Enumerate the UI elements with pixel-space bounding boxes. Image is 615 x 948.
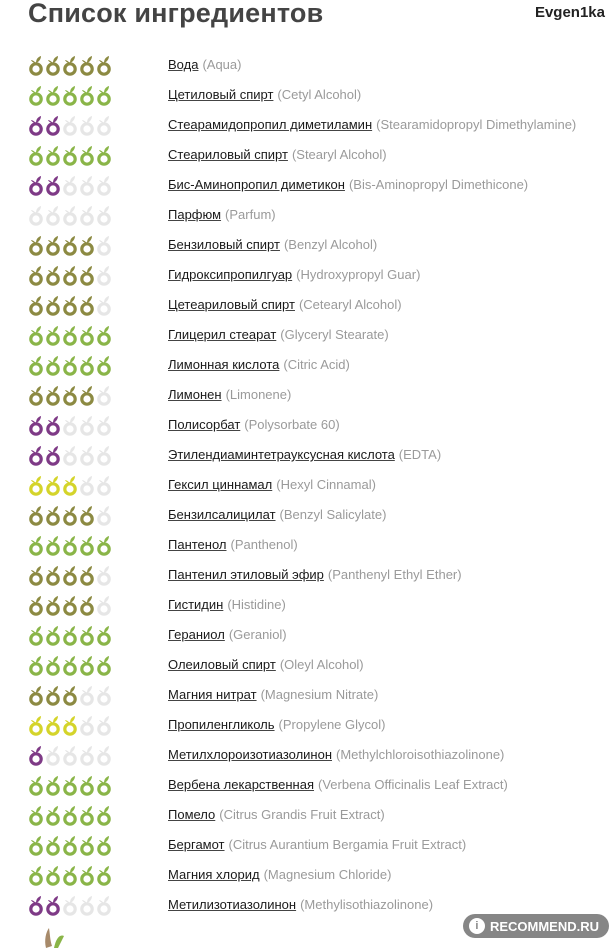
rating-icons — [28, 895, 118, 917]
rating-drop-filled-icon — [48, 386, 58, 404]
rating-icons — [28, 145, 118, 167]
ingredient-text — [168, 597, 286, 612]
rating-drop-filled-icon — [48, 416, 58, 434]
ingredient-latin-name: (Panthenyl Ethyl Ether) — [327, 567, 462, 582]
ingredient-latin-name: (Benzyl Salicylate) — [279, 507, 387, 522]
rating-drop-filled-icon — [65, 56, 75, 74]
rating-drop-filled-icon — [65, 536, 75, 554]
list-item — [0, 411, 615, 441]
list-item — [0, 471, 615, 501]
rating-drop-filled-icon — [31, 356, 41, 374]
ingredient-link[interactable]: Вода — [168, 57, 199, 72]
rating-drop-filled-icon — [48, 716, 58, 734]
rating-drop-empty-icon — [82, 716, 92, 734]
ingredient-latin-name: (Cetyl Alcohol) — [277, 87, 362, 102]
ingredient-text — [168, 837, 466, 852]
ingredient-text — [168, 507, 386, 522]
ingredient-latin-name: (Polysorbate 60) — [244, 417, 340, 432]
rating-drop-filled-icon — [31, 386, 41, 404]
rating-drop-filled-icon — [82, 386, 92, 404]
ingredient-latin-name: (Oleyl Alcohol) — [279, 657, 364, 672]
list-item — [0, 741, 615, 771]
ingredient-link[interactable]: Гистидин — [168, 597, 224, 612]
rating-drop-empty-icon — [65, 116, 75, 134]
rating-drop-empty-icon — [82, 686, 92, 704]
ingredient-latin-name: (EDTA) — [398, 447, 442, 462]
ingredient-link[interactable]: Метилхлороизотиазолинон — [168, 747, 333, 762]
list-item — [0, 711, 615, 741]
rating-drop-filled-icon — [82, 236, 92, 254]
rating-drop-empty-icon — [65, 206, 75, 224]
rating-drop-filled-icon — [65, 386, 75, 404]
ingredient-text — [168, 807, 385, 822]
rating-drop-filled-icon — [82, 146, 92, 164]
rating-drop-filled-icon — [31, 506, 41, 524]
rating-drop-filled-icon — [99, 326, 109, 344]
ingredient-text — [168, 477, 376, 492]
rating-drop-filled-icon — [65, 566, 75, 584]
ingredient-link[interactable]: Цетеариловый спирт — [168, 297, 295, 312]
rating-drop-filled-icon — [48, 326, 58, 344]
ingredient-latin-name: (Methylchloroisothiazolinone) — [336, 747, 505, 762]
rating-drop-empty-icon — [82, 476, 92, 494]
rating-drop-filled-icon — [48, 476, 58, 494]
rating-drop-filled-icon — [65, 296, 75, 314]
rating-drop-filled-icon — [48, 296, 58, 314]
rating-drop-filled-icon — [48, 446, 58, 464]
rating-icons — [28, 85, 118, 107]
rating-icons — [28, 565, 118, 587]
ingredient-link[interactable]: Лимонен — [168, 387, 222, 402]
ingredient-latin-name: (Bis-Aminopropyl Dimethicone) — [348, 177, 529, 192]
rating-drop-filled-icon — [99, 146, 109, 164]
rating-icons — [28, 775, 118, 797]
rating-drop-filled-icon — [31, 626, 41, 644]
rating-drop-filled-icon — [31, 656, 41, 674]
watermark-text: RECOMMEND.RU — [489, 918, 599, 934]
ingredient-latin-name: (Verbena Officinalis Leaf Extract) — [318, 777, 508, 792]
ingredient-text — [168, 747, 504, 762]
ingredient-latin-name: (Stearyl Alcohol) — [291, 147, 387, 162]
ingredient-latin-name: (Methylisothiazolinone) — [300, 897, 434, 912]
ingredient-text — [168, 147, 387, 162]
rating-drop-filled-icon — [82, 356, 92, 374]
rating-icons — [28, 625, 118, 647]
ingredient-link[interactable]: Пропиленгликоль — [168, 717, 275, 732]
rating-icons — [28, 445, 118, 467]
ingredient-text — [168, 87, 361, 102]
ingredient-latin-name: (Stearamidopropyl Dimethylamine) — [376, 117, 577, 132]
ingredient-text — [168, 417, 340, 432]
list-item — [0, 771, 615, 801]
rating-drop-filled-icon — [31, 716, 41, 734]
rating-drop-filled-icon — [65, 356, 75, 374]
rating-drop-filled-icon — [82, 596, 92, 614]
ingredient-text — [168, 297, 402, 312]
rating-drop-empty-icon — [65, 896, 75, 914]
rating-drop-filled-icon — [48, 536, 58, 554]
rating-drop-filled-icon — [65, 86, 75, 104]
rating-drop-filled-icon — [82, 296, 92, 314]
ingredient-text — [168, 687, 378, 702]
rating-icons — [28, 385, 118, 407]
ingredient-latin-name: (Magnesium Nitrate) — [260, 687, 379, 702]
ingredient-link[interactable]: Гераниол — [168, 627, 225, 642]
list-item — [0, 501, 615, 531]
ingredient-link[interactable]: Парфюм — [168, 207, 222, 222]
rating-drop-filled-icon — [48, 836, 58, 854]
rating-drop-filled-icon — [31, 86, 41, 104]
rating-drop-filled-icon — [99, 866, 109, 884]
rating-drop-filled-icon — [48, 596, 58, 614]
ingredient-link[interactable]: Вербена лекарственная — [168, 777, 315, 792]
watermark-icon: i — [469, 918, 485, 934]
rating-drop-filled-icon — [31, 836, 41, 854]
rating-drop-filled-icon — [82, 86, 92, 104]
list-item — [0, 561, 615, 591]
ingredient-link[interactable]: Помело — [168, 807, 216, 822]
rating-drop-filled-icon — [82, 806, 92, 824]
rating-drop-filled-icon — [65, 476, 75, 494]
ingredient-link[interactable]: Цетиловый спирт — [168, 87, 274, 102]
bunny-icon — [40, 926, 70, 948]
rating-drop-filled-icon — [31, 596, 41, 614]
rating-drop-empty-icon — [99, 116, 109, 134]
rating-drop-filled-icon — [31, 566, 41, 584]
rating-drop-filled-icon — [31, 416, 41, 434]
list-item — [0, 201, 615, 231]
list-item — [0, 51, 615, 81]
list-item — [0, 81, 615, 111]
rating-drop-filled-icon — [31, 536, 41, 554]
rating-drop-filled-icon — [65, 146, 75, 164]
list-item — [0, 441, 615, 471]
rating-drop-filled-icon — [99, 86, 109, 104]
ingredient-latin-name: (Citrus Grandis Fruit Extract) — [219, 807, 385, 822]
ingredient-text — [168, 207, 276, 222]
rating-drop-filled-icon — [82, 776, 92, 794]
ingredient-link[interactable]: Пантенол — [168, 537, 227, 552]
rating-icons — [28, 295, 118, 317]
rating-drop-filled-icon — [31, 56, 41, 74]
rating-drop-filled-icon — [65, 716, 75, 734]
ingredient-link[interactable]: Глицерил стеарат — [168, 327, 277, 342]
ingredient-text — [168, 657, 364, 672]
rating-drop-empty-icon — [65, 176, 75, 194]
ingredient-link[interactable]: Стеарамидопропил диметиламин — [168, 117, 373, 132]
rating-drop-empty-icon — [82, 416, 92, 434]
rating-drop-filled-icon — [48, 236, 58, 254]
rating-drop-filled-icon — [31, 686, 41, 704]
rating-drop-filled-icon — [65, 326, 75, 344]
list-item — [0, 321, 615, 351]
list-item — [0, 231, 615, 261]
rating-drop-filled-icon — [48, 776, 58, 794]
ingredient-link[interactable]: Гидроксипропилгуар — [168, 267, 293, 282]
rating-drop-filled-icon — [65, 866, 75, 884]
rating-drop-empty-icon — [99, 686, 109, 704]
rating-drop-empty-icon — [99, 896, 109, 914]
rating-drop-empty-icon — [99, 446, 109, 464]
ingredient-link[interactable]: Олеиловый спирт — [168, 657, 276, 672]
username: Evgen1ka — [534, 4, 605, 21]
rating-icons — [28, 235, 118, 257]
list-item — [0, 291, 615, 321]
rating-icons — [28, 805, 118, 827]
ingredient-latin-name: (Parfum) — [225, 207, 276, 222]
ingredient-link[interactable]: Пантенил этиловый эфир — [168, 567, 324, 582]
rating-drop-filled-icon — [99, 806, 109, 824]
list-item — [0, 141, 615, 171]
ingredient-latin-name: (Citrus Aurantium Bergamia Fruit Extract) — [228, 837, 467, 852]
rating-drop-filled-icon — [31, 446, 41, 464]
rating-drop-empty-icon — [99, 386, 109, 404]
rating-drop-empty-icon — [99, 716, 109, 734]
rating-drop-filled-icon — [65, 596, 75, 614]
ingredient-link[interactable]: Этилендиаминтетрауксусная кислота — [168, 447, 395, 462]
rating-drop-empty-icon — [82, 446, 92, 464]
ingredient-text — [168, 327, 389, 342]
rating-drop-filled-icon — [65, 656, 75, 674]
rating-drop-filled-icon — [48, 116, 58, 134]
page-title: Список ингредиентов — [28, 0, 324, 28]
rating-icons — [28, 205, 118, 227]
ingredient-link[interactable]: Метилизотиазолинон — [168, 897, 297, 912]
ingredient-text — [168, 177, 528, 192]
ingredient-latin-name: (Benzyl Alcohol) — [283, 237, 378, 252]
rating-icons — [28, 355, 118, 377]
rating-drop-empty-icon — [48, 206, 58, 224]
rating-drop-filled-icon — [48, 626, 58, 644]
rating-icons — [28, 865, 118, 887]
rating-drop-empty-icon — [99, 176, 109, 194]
rating-drop-filled-icon — [48, 896, 58, 914]
rating-drop-filled-icon — [31, 146, 41, 164]
rating-drop-filled-icon — [31, 266, 41, 284]
list-item — [0, 831, 615, 861]
rating-drop-empty-icon — [99, 296, 109, 314]
rating-drop-empty-icon — [82, 206, 92, 224]
rating-drop-filled-icon — [31, 326, 41, 344]
ingredient-text — [168, 267, 420, 282]
ingredient-latin-name: (Propylene Glycol) — [278, 717, 386, 732]
rating-drop-filled-icon — [82, 506, 92, 524]
rating-drop-filled-icon — [82, 566, 92, 584]
rating-drop-empty-icon — [99, 476, 109, 494]
rating-drop-filled-icon — [65, 686, 75, 704]
ingredient-latin-name: (Geraniol) — [228, 627, 287, 642]
rating-drop-filled-icon — [99, 356, 109, 374]
ingredient-text — [168, 777, 508, 792]
rating-drop-filled-icon — [99, 836, 109, 854]
rating-drop-empty-icon — [82, 746, 92, 764]
rating-drop-empty-icon — [99, 416, 109, 434]
rating-drop-filled-icon — [48, 656, 58, 674]
rating-drop-empty-icon — [82, 896, 92, 914]
rating-icons — [28, 325, 118, 347]
ingredient-latin-name: (Citric Acid) — [283, 357, 350, 372]
rating-icons — [28, 115, 118, 137]
ingredient-link[interactable]: Бензиловый спирт — [168, 237, 280, 252]
list-item — [0, 111, 615, 141]
rating-drop-empty-icon — [65, 746, 75, 764]
list-item — [0, 261, 615, 291]
rating-icons — [28, 595, 118, 617]
rating-icons — [28, 55, 118, 77]
rating-icons — [28, 835, 118, 857]
rating-drop-empty-icon — [82, 116, 92, 134]
list-item — [0, 171, 615, 201]
rating-drop-empty-icon — [99, 236, 109, 254]
ingredient-link[interactable]: Стеариловый спирт — [168, 147, 288, 162]
ingredient-link[interactable]: Магния нитрат — [168, 687, 257, 702]
rating-drop-filled-icon — [48, 356, 58, 374]
list-item — [0, 861, 615, 891]
rating-drop-filled-icon — [82, 536, 92, 554]
rating-drop-filled-icon — [31, 296, 41, 314]
ingredient-text — [168, 567, 462, 582]
watermark — [463, 914, 609, 938]
rating-drop-filled-icon — [48, 866, 58, 884]
rating-drop-filled-icon — [48, 566, 58, 584]
rating-drop-filled-icon — [65, 776, 75, 794]
ingredient-text — [168, 357, 350, 372]
rating-icons — [28, 475, 118, 497]
rating-icons — [28, 265, 118, 287]
rating-drop-filled-icon — [82, 656, 92, 674]
rating-icons — [28, 655, 118, 677]
list-item — [0, 801, 615, 831]
ingredient-text — [168, 387, 291, 402]
ingredient-text — [168, 117, 576, 132]
ingredient-text — [168, 897, 433, 912]
rating-icons — [28, 175, 118, 197]
rating-drop-filled-icon — [48, 806, 58, 824]
rating-drop-empty-icon — [65, 446, 75, 464]
rating-drop-empty-icon — [99, 506, 109, 524]
ingredient-latin-name: (Hydroxypropyl Guar) — [296, 267, 421, 282]
rating-drop-filled-icon — [48, 506, 58, 524]
rating-drop-filled-icon — [99, 536, 109, 554]
list-item — [0, 591, 615, 621]
rating-drop-filled-icon — [65, 236, 75, 254]
rating-drop-filled-icon — [31, 896, 41, 914]
rating-drop-empty-icon — [31, 206, 41, 224]
rating-drop-filled-icon — [31, 236, 41, 254]
rating-drop-filled-icon — [82, 626, 92, 644]
ingredient-text — [168, 867, 391, 882]
ingredient-link[interactable]: Бис-Аминопропил диметикон — [168, 177, 345, 192]
rating-drop-filled-icon — [31, 806, 41, 824]
rating-icons — [28, 685, 118, 707]
list-item — [0, 351, 615, 381]
rating-drop-empty-icon — [82, 176, 92, 194]
ingredient-latin-name: (Magnesium Chloride) — [263, 867, 392, 882]
rating-drop-filled-icon — [82, 326, 92, 344]
ingredient-latin-name: (Cetearyl Alcohol) — [298, 297, 402, 312]
list-item — [0, 621, 615, 651]
list-item — [0, 651, 615, 681]
rating-drop-empty-icon — [99, 266, 109, 284]
ingredient-text — [168, 447, 441, 462]
rating-drop-empty-icon — [99, 566, 109, 584]
rating-drop-filled-icon — [48, 146, 58, 164]
rating-icons — [28, 415, 118, 437]
rating-drop-empty-icon — [48, 746, 58, 764]
rating-drop-filled-icon — [48, 686, 58, 704]
ingredient-text — [168, 717, 385, 732]
ingredient-text — [168, 57, 241, 72]
rating-drop-filled-icon — [31, 746, 41, 764]
ingredient-latin-name: (Limonene) — [225, 387, 292, 402]
rating-drop-filled-icon — [99, 56, 109, 74]
ingredient-latin-name: (Histidine) — [227, 597, 286, 612]
rating-drop-filled-icon — [82, 266, 92, 284]
ingredient-link[interactable]: Гексил циннамал — [168, 477, 273, 492]
rating-drop-filled-icon — [31, 476, 41, 494]
rating-drop-filled-icon — [99, 626, 109, 644]
rating-drop-filled-icon — [48, 86, 58, 104]
ingredient-latin-name: (Aqua) — [202, 57, 242, 72]
rating-drop-filled-icon — [48, 266, 58, 284]
rating-drop-filled-icon — [31, 776, 41, 794]
rating-drop-filled-icon — [65, 266, 75, 284]
ingredient-text — [168, 237, 377, 252]
rating-icons — [28, 715, 118, 737]
rating-drop-empty-icon — [99, 206, 109, 224]
rating-icons — [28, 505, 118, 527]
rating-drop-filled-icon — [31, 116, 41, 134]
rating-icons — [28, 535, 118, 557]
rating-drop-filled-icon — [31, 866, 41, 884]
rating-drop-filled-icon — [82, 56, 92, 74]
ingredient-link[interactable]: Бензилсалицилат — [168, 507, 276, 522]
rating-drop-filled-icon — [82, 836, 92, 854]
rating-drop-empty-icon — [99, 746, 109, 764]
ingredient-latin-name: (Panthenol) — [230, 537, 298, 552]
ingredient-link[interactable]: Магния хлорид — [168, 867, 260, 882]
rating-drop-filled-icon — [99, 656, 109, 674]
rating-drop-empty-icon — [65, 416, 75, 434]
rating-drop-filled-icon — [99, 776, 109, 794]
list-item — [0, 681, 615, 711]
ingredient-text — [168, 537, 298, 552]
rating-drop-filled-icon — [65, 806, 75, 824]
ingredient-text — [168, 627, 287, 642]
ingredient-link[interactable]: Бергамот — [168, 837, 225, 852]
ingredient-link[interactable]: Лимонная кислота — [168, 357, 280, 372]
rating-drop-filled-icon — [65, 836, 75, 854]
rating-drop-filled-icon — [31, 176, 41, 194]
ingredient-latin-name: (Hexyl Cinnamal) — [276, 477, 376, 492]
rating-drop-filled-icon — [65, 626, 75, 644]
rating-drop-empty-icon — [99, 596, 109, 614]
rating-drop-filled-icon — [48, 56, 58, 74]
rating-drop-filled-icon — [65, 506, 75, 524]
list-item — [0, 531, 615, 561]
rating-icons — [28, 745, 118, 767]
ingredient-link[interactable]: Полисорбат — [168, 417, 241, 432]
rating-drop-filled-icon — [48, 176, 58, 194]
ingredient-latin-name: (Glyceryl Stearate) — [280, 327, 389, 342]
list-item — [0, 381, 615, 411]
rating-drop-filled-icon — [82, 866, 92, 884]
